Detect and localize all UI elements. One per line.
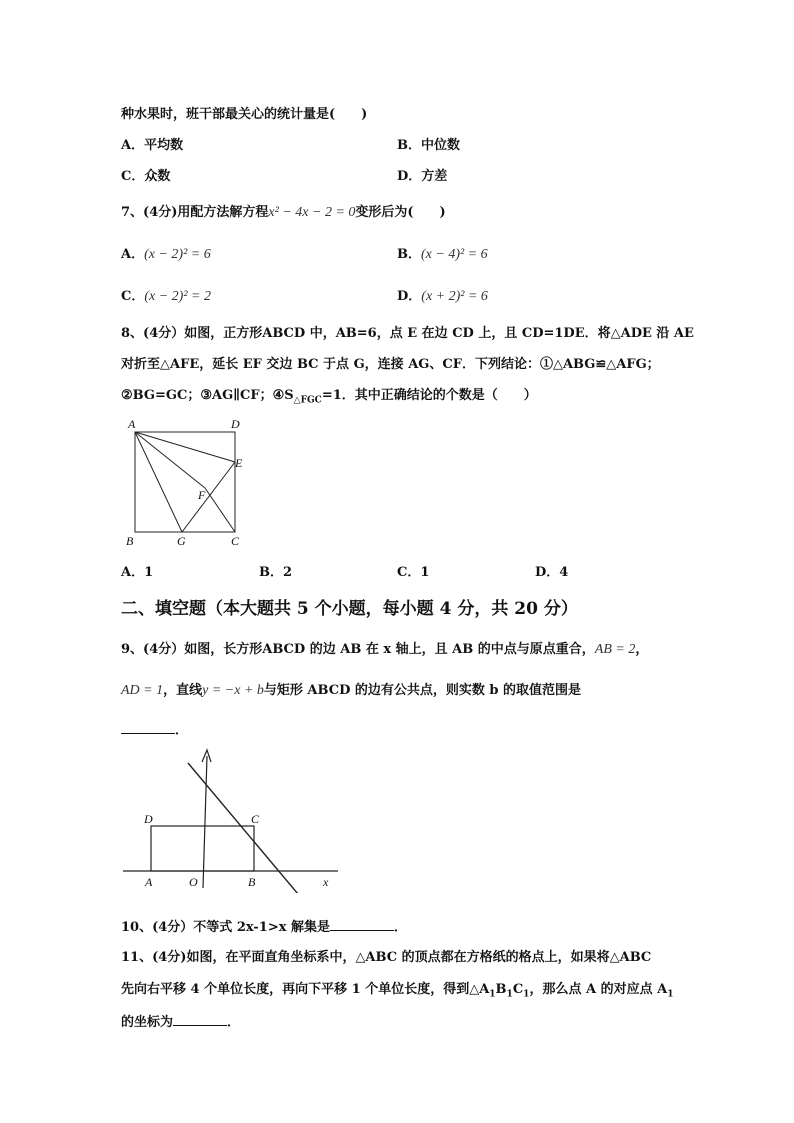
q6-option-c[interactable]: C．众数 xyxy=(121,169,171,184)
q8-option-a[interactable]: A．1 xyxy=(121,565,154,580)
q7-option-d-expr: (x + 2)² = 6 xyxy=(421,289,488,304)
q8-line2: 对折至△AFE，延长 EF 交边 BC 于点 G，连接 AG、CF．下列结论：①△ABG≌△AFG； xyxy=(121,357,660,372)
q7-option-c-expr: (x − 2)² = 2 xyxy=(144,289,211,304)
q8-label-a: A xyxy=(128,417,136,431)
q10-text: 10、(4分）不等式 2x-1>x 解集是 xyxy=(121,920,330,935)
q9-label-b: B xyxy=(248,875,256,889)
q9-line1 xyxy=(121,638,648,658)
q8-option-d[interactable]: D．4 xyxy=(535,565,569,580)
q7-text-before: 用配方法解方程 xyxy=(177,205,269,220)
q7-option-d-label: D． xyxy=(397,289,422,304)
q7-option-b[interactable] xyxy=(397,243,488,263)
q8-segment-ae xyxy=(135,432,235,462)
q7-option-c-label: C． xyxy=(121,289,145,304)
q9-text-1: 9、(4分）如图，长方形ABCD 的边 AB 在 x 轴上，且 AB 的中点与原点重合， xyxy=(121,642,595,657)
q11-line2 xyxy=(121,978,673,1000)
q9-text-end: 与矩形 ABCD 的边有公共点，则实数 b 的取值范围是 xyxy=(263,683,582,698)
q10-answer-blank[interactable] xyxy=(330,930,394,931)
q7-option-d[interactable] xyxy=(397,285,488,305)
q8-line3-a: ②BG=GC；③AG∥CF；④S xyxy=(121,388,294,403)
q7-option-b-label: B． xyxy=(397,247,421,262)
q7-equation: x² − 4x − 2 = 0 xyxy=(268,205,356,220)
q8-line3-b: =1．其中正确结论的个数是（ ） xyxy=(321,388,537,403)
q10-line xyxy=(121,916,407,935)
q11-line3-text: 的坐标为 xyxy=(121,1015,174,1030)
q11-sub-a1: 1 xyxy=(489,989,496,1000)
q7-text-after: 变形后为( ) xyxy=(355,205,446,220)
q8-option-b[interactable]: B．2 xyxy=(259,565,293,580)
q11-sub-c1: 1 xyxy=(523,989,530,1000)
q11-answer-blank[interactable] xyxy=(173,1025,227,1026)
q9-label-d: D xyxy=(144,812,153,826)
q9-line2 xyxy=(121,679,581,699)
q8-square-figure xyxy=(120,415,260,550)
q8-label-g: G xyxy=(177,534,186,548)
q9-rectangle-abcd xyxy=(151,826,254,871)
q11-line2-c: C xyxy=(512,982,524,997)
q9-rectangle-figure xyxy=(118,748,348,893)
q7-option-a-expr: (x − 2)² = 6 xyxy=(144,247,211,262)
q11-sub-b1: 1 xyxy=(506,989,513,1000)
q7-option-b-expr: (x − 4)² = 6 xyxy=(421,247,488,262)
q8-label-c: C xyxy=(231,534,240,548)
q9-label-o: O xyxy=(189,875,198,889)
q9-label-x: x xyxy=(323,875,329,889)
q8-segment-af xyxy=(135,432,205,488)
q9-ab-expr: AB = 2 xyxy=(594,642,636,657)
q11-line3 xyxy=(121,1011,240,1030)
q8-line1: 8、(4分）如图，正方形ABCD 中，AB=6，点 E 在边 CD 上，且 CD=1DE．将△ADE 沿 AE xyxy=(121,326,694,341)
q11-line2-d: ，那么点 A 的对应点 A xyxy=(529,982,668,997)
q11-line1: 11、(4分)如图，在平面直角坐标系中，△ABC 的顶点都在方格纸的格点上，如果将△ABC xyxy=(121,950,652,965)
q6-stem-tail: 种水果时，班干部最关心的统计量是( ) xyxy=(121,107,368,122)
q9-y-axis xyxy=(203,756,207,888)
q8-label-f: F xyxy=(198,488,206,502)
q11-sub-a1-point: 1 xyxy=(667,989,674,1000)
q8-segment-eg xyxy=(182,462,235,532)
q7-number: 7、(4分) xyxy=(121,205,178,220)
q8-line3 xyxy=(121,384,537,406)
q8-option-c[interactable]: C．1 xyxy=(397,565,430,580)
q9-line-expr: y = −x + b xyxy=(202,683,264,698)
q8-segment-ag xyxy=(135,432,182,532)
q7-option-a-label: A． xyxy=(121,247,145,262)
q9-comma: ， xyxy=(635,642,649,657)
q7-option-c[interactable] xyxy=(121,285,211,305)
q8-line3-sub: △FGC xyxy=(293,395,322,406)
q11-line2-b: B xyxy=(495,982,507,997)
q8-segment-fc xyxy=(205,488,235,532)
q11-period: ． xyxy=(227,1015,241,1030)
q9-text-mid: ，直线 xyxy=(163,683,203,698)
q9-label-c: C xyxy=(251,812,260,826)
q8-label-d: D xyxy=(231,417,240,431)
q9-answer-line xyxy=(121,719,188,738)
q7-stem xyxy=(121,201,446,221)
q9-ad-expr: AD = 1 xyxy=(121,683,164,698)
q9-answer-blank[interactable] xyxy=(121,733,175,734)
q8-label-b: B xyxy=(126,534,134,548)
q7-option-a[interactable] xyxy=(121,243,211,263)
q11-line2-a: 先向右平移 4 个单位长度，再向下平移 1 个单位长度，得到△A xyxy=(121,982,490,997)
q6-option-a[interactable]: A．平均数 xyxy=(121,138,184,153)
q9-period: ． xyxy=(175,723,189,738)
section-2-heading: 二、填空题（本大题共 5 个小题，每小题 4 分，共 20 分） xyxy=(121,599,578,619)
q6-option-b[interactable]: B．中位数 xyxy=(397,138,460,153)
q6-option-d[interactable]: D．方差 xyxy=(397,169,448,184)
q8-label-e: E xyxy=(235,456,243,470)
q10-period: ． xyxy=(394,920,408,935)
q9-label-a: A xyxy=(145,875,153,889)
